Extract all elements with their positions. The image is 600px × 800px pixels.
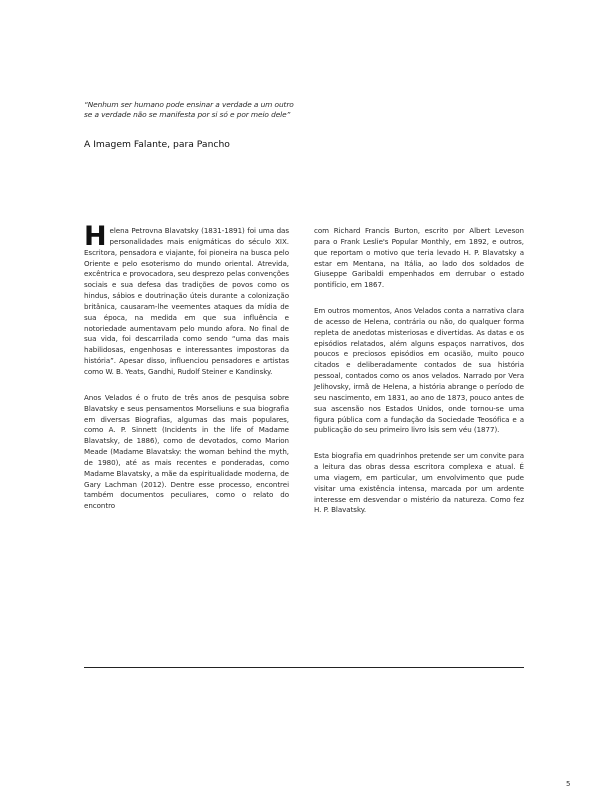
right-paragraph-3: Esta biografia em quadrinhos pretende ser um convite para a leitura das obras dessa escritora complexa e atual. É uma viagem, em particular, um envolvimento que pude visitar uma existência intensa, marcada por um ardente interesse em desvendar o mistério da natureza. Como fez H. P. Blavatsky. (314, 451, 524, 515)
epigraph-source: A Imagem Falante, para Pancho (84, 139, 230, 150)
page-number: 5 (566, 780, 571, 788)
left-paragraph-1 (84, 221, 289, 378)
left-column (84, 221, 289, 527)
epigraph-quote: “Nenhum ser humano pode ensinar a verdade a um outro se a verdade não se manifesta por si só e por meio dele” (84, 100, 294, 120)
right-paragraph-2: Em outros momentos, Anos Velados conta a narrativa clara de acesso de Helena, contrária ou não, do qualquer forma repleta de anedotas misteriosas e divertidas. As datas e os episódios relatados, além alguns espaços narrativos, dos poucos e preciosos episódios em ocasião, muito pouco citados e deliberadamente contados de sua história pessoal, contados como os anos velados. Narrado por Vera Jelihovsky, irmã de Helena, a história abrange o período de seu nascimento, em 1831, ao ano de 1873, pouco antes de sua ascensão nos Estados Unidos, onde tornou-se uma figura pública com a fundação da Sociedade Teosófica e a publicação do seu primeiro livro Ísis sem véu (1877). (314, 306, 524, 435)
left-paragraph-1-text: elena Petrovna Blavatsky (1831-1891) foi uma das personalidades mais enigmáticas do século XIX. Escritora, pensadora e viajante, foi pioneira na busca pelo Oriente e pelo esoterismo do mundo oriental. Atrevida, excêntrica e provocadora, seu desprezo pelas convenções sociais e sua defesa das tradições de povos como os hindus, sábios e doutrinação úteis durante a colonização britânica, causaram-lhe veementes ataques da mídia de sua época, na medida em que sua influência e notoriedade aumentavam pelo mundo afora. No final de sua vida, foi descarrilada como sendo “uma das mais habilidosas, engenhosas e interessantes impostoras da história”. Apesar disso, influenciou pensadores e artistas como W. B. Yeats, Gandhi, Rudolf Steiner e Kandinsky. (84, 226, 289, 376)
right-paragraph-1: com Richard Francis Burton, escrito por Albert Leveson para o Frank Leslie's Popular Monthly, em 1892, e outros, que reportam o motivo que teria levado H. P. Blavatsky a estar em Mentana, na Itália, ao lado dos soldados de Giuseppe Garibaldi empenhados em derrubar o estado pontifício, em 1867. (314, 226, 524, 290)
left-paragraph-2: Anos Velados é o fruto de três anos de pesquisa sobre Blavatsky e seus pensamentos Morseliuns e sua biografia em diversas Biografias, algumas das mais populares, como A. P. Sinnett (Incidents in the life of Madame Blavatsky, de 1886), como de devotados, como Marion Meade (Madame Blavatsky: the woman behind the myth, de 1980), até as mais recentes e ponderadas, como Madame Blavatsky, a mãe da espiritualidade moderna, de Gary Lachman (2012). Dentre esse processo, encontrei também documentos peculiares, como o relato do encontro (84, 392, 289, 511)
bottom-rule (84, 667, 524, 668)
drop-cap: H (84, 221, 107, 252)
right-column (314, 226, 524, 531)
